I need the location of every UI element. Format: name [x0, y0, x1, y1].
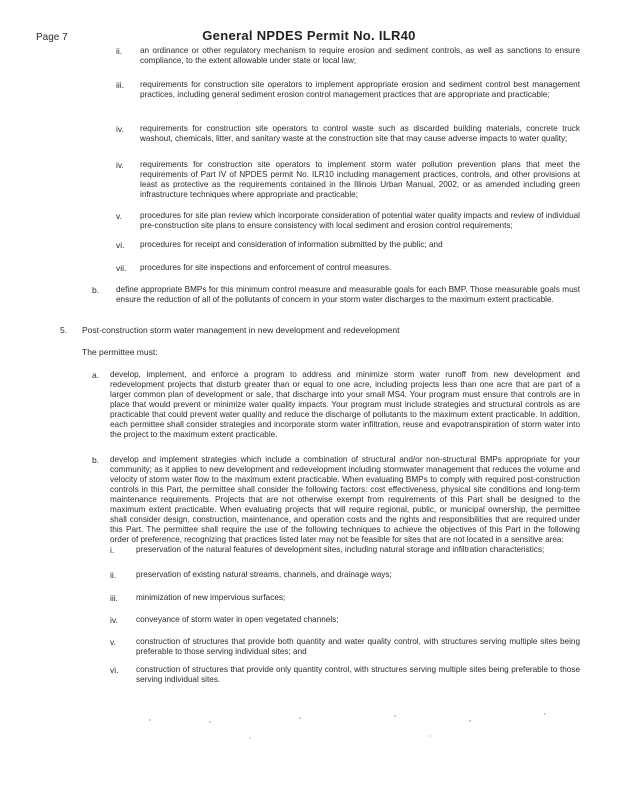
list-marker: v. [116, 211, 122, 221]
list-marker: vii. [116, 263, 127, 273]
list-item: procedures for site plan review which incorporate consideration of potential water quality impacts and review of individual pre-construction site plans to ensure consistency with local sediment and erosion control requirements; [140, 211, 580, 230]
permit-title: General NPDES Permit No. ILR40 [202, 28, 416, 43]
list-marker: iii. [110, 593, 119, 603]
list-marker: v. [110, 637, 116, 647]
list-item: procedures for receipt and consideration of information submitted by the public; and [140, 240, 443, 249]
list-item: construction of structures that provide both quantity and water quality control, with structures serving multiple sites being preferable to those serving individual sites; and [136, 637, 580, 656]
list-item: procedures for site inspections and enforcement of control measures. [140, 263, 392, 272]
list-item: develop and implement strategies which include a combination of structural and/or non-structural BMPs appropriate for your community; as it applies to new development and redevelopment including stormwater management that reduces the volume and velocity of storm water flow to the maximum extent practicable. When evaluating BMPs to comply with required post-construction controls in this Part, the permittee shall consider the following factors: cost effectiveness, physical site conditions and long-term maintenance requirements. Projects that are not otherwise exempt from requirements of this Part shall be designed to the maximum extent practicable. When evaluating projects that will require regional, public, or municipal ownership, the permittee shall consider design, construction, maintenance, and operation costs and the rights and responsibilities that are required under this Part. The permittee shall require the use of the following techniques to achieve the objectives of this Part in the following order of preference, recognizing that practices listed later may not be feasible for sites that are not located in a sensitive area: [110, 455, 580, 544]
list-marker: i. [110, 545, 115, 555]
list-item: preservation of the natural features of development sites, including natural storage and infiltration characteristics; [136, 545, 545, 554]
list-item: requirements for construction site operators to implement appropriate erosion and sediment control best management practices, including general sediment erosion control management practices that are appropriate and practicable; [140, 80, 580, 99]
section-intro: The permittee must: [82, 347, 158, 357]
list-item: define appropriate BMPs for this minimum control measure and measurable goals for each BMP. Those measurable goals must ensure the reduction of all of the pollutants of concern in your storm water discharges to the maximum extent practicable. [116, 285, 580, 304]
section-number: 5. [60, 325, 68, 335]
list-marker: iv. [110, 615, 118, 625]
list-marker: iii. [116, 80, 125, 90]
list-item: minimization of new impervious surfaces; [136, 593, 286, 602]
list-item: an ordinance or other regulatory mechanism to require erosion and sediment controls, as well as sanctions to ensure compliance, to the extent allowable under state or local law; [140, 46, 580, 65]
list-item: requirements for construction site operators to implement storm water pollution prevention plans that meet the requirements of Part IV of NPDES permit No. ILR10 including management practices, controls, and other provisions at least as protective as the requirements contained in the Illinois Urban Manual, 2002, or as amended including green infrastructure techniques where appropriate and practicable; [140, 160, 580, 199]
list-item: conveyance of storm water in open vegetated channels; [136, 615, 339, 624]
list-marker: vi. [110, 665, 119, 675]
list-item: preservation of existing natural streams, channels, and drainage ways; [136, 570, 392, 579]
list-marker: b. [92, 285, 100, 295]
section-heading: Post-construction storm water management in new development and redevelopment [82, 325, 400, 335]
list-item: requirements for construction site operators to control waste such as discarded building materials, concrete truck washout, chemicals, litter, and sanitary waste at the construction site that may cause adverse impacts to water quality; [140, 124, 580, 143]
list-item: construction of structures that provide only quantity control, with structures serving multiple sites being preferable to those serving individual sites. [136, 665, 580, 684]
list-marker: vi. [116, 240, 125, 250]
list-marker: ii. [116, 46, 123, 56]
list-marker: a. [92, 370, 100, 380]
list-item: develop, implement, and enforce a program to address and minimize storm water runoff from new development and redevelopment projects that disturb greater than or equal to one acre, including projects less than one acre that are part of a larger common plan of development or sale, that discharge into your small MS4. Your program must ensure that controls are in place that would prevent or minimize water quality impacts. Your program must include strategies and structural controls as are practicable that could prevent water quality and reduce the discharge of pollutants to the maximum extent practicable. In addition, each permittee shall consider strategies and incorporate storm water infiltration, reuse and evapotranspiration of storm water into the project to the maximum extent practicable. [110, 370, 580, 439]
list-marker: b. [92, 455, 100, 465]
list-marker: ii. [110, 570, 117, 580]
page-number: Page 7 [36, 32, 68, 43]
list-marker: iv. [116, 124, 124, 134]
list-marker: iv. [116, 160, 124, 170]
